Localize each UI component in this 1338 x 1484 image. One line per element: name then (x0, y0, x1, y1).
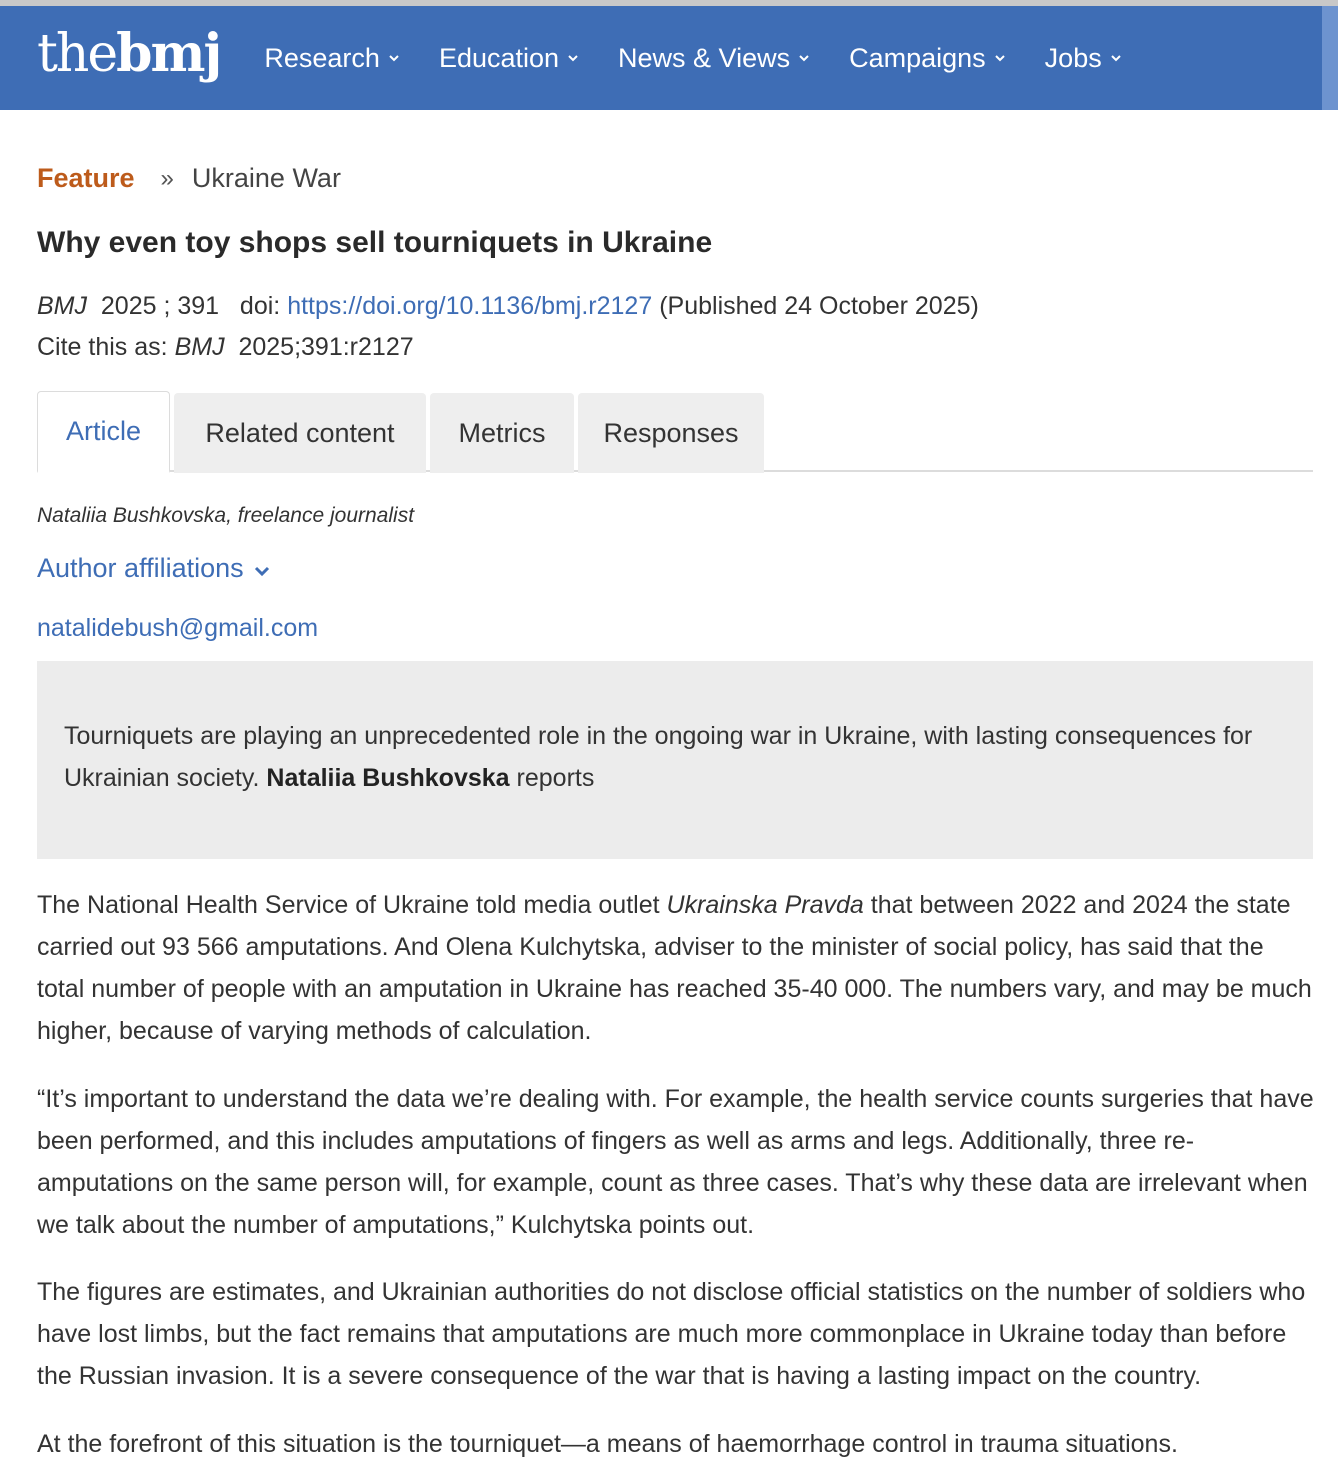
nav-label: News & Views (618, 42, 791, 73)
nav-campaigns[interactable] (849, 43, 1005, 74)
main-nav (264, 43, 1160, 74)
chevron-down-icon (995, 54, 1005, 62)
standfirst-author: Nataliia Bushkovska (266, 764, 510, 792)
tab-article[interactable]: Article (37, 391, 170, 473)
breadcrumb (37, 163, 341, 194)
breadcrumb-separator: » (160, 164, 174, 192)
cite-journal: BMJ (174, 333, 225, 361)
chevron-down-icon (254, 553, 270, 584)
breadcrumb-section[interactable]: Ukraine War (191, 163, 341, 193)
nav-news-views[interactable] (618, 43, 809, 74)
p1-outlet: Ukrainska Pravda (666, 891, 864, 919)
cite-label: Cite this as: (37, 333, 168, 361)
tab-metrics[interactable]: Metrics (430, 393, 574, 473)
published-date: (Published 24 October 2025) (659, 292, 979, 320)
nav-label: Campaigns (849, 42, 986, 73)
body-paragraph-3: The figures are estimates, and Ukrainian authorities do not disclose official statistics on the number of soldiers who have lost limbs, but the fact remains that amputations are much more commonplace in Ukraine today than before the Russian invasion. It is a severe consequence of the war that is having a lasting impact on the country. (37, 1278, 1306, 1390)
author-email-link[interactable]: natalidebush@gmail.com (37, 614, 319, 642)
year-volume: 2025 ; 391 (100, 292, 220, 320)
standfirst-box (37, 661, 1313, 859)
doi-link[interactable]: https://doi.org/10.1136/bmj.r2127 (287, 292, 653, 320)
article-tabs (37, 391, 768, 473)
citation-line (37, 292, 979, 321)
affiliations-label: Author affiliations (37, 553, 244, 583)
site-header (0, 6, 1322, 110)
chevron-down-icon (389, 54, 399, 62)
author-line: Nataliia Bushkovska, freelance journalist (37, 504, 415, 527)
standfirst-suffix: reports (516, 764, 595, 792)
author-affiliations-toggle[interactable] (37, 553, 270, 584)
body-paragraph-2: “It’s important to understand the data we’re dealing with. For example, the health service counts surgeries that have been performed, and this includes amputations of fingers as well as arms and legs. Additionally, three re-amputations on the same person will, for example, count as three cases. That’s why these data are irrelevant when we talk about the number of amputations,” Kulchytska points out. (37, 1085, 1314, 1239)
tab-related-content[interactable]: Related content (174, 393, 426, 473)
scrollbar-edge (1322, 6, 1338, 110)
bmj-logo[interactable] (37, 23, 221, 84)
nav-label: Jobs (1044, 42, 1102, 73)
cite-as-line (37, 333, 414, 362)
nav-education[interactable] (439, 43, 578, 74)
article-type-link[interactable]: Feature (37, 163, 135, 193)
chevron-down-icon (1111, 54, 1121, 62)
chevron-down-icon (799, 54, 809, 62)
doi-label: doi: (239, 292, 281, 320)
body-paragraph-4: At the forefront of this situation is the tourniquet—a means of haemorrhage control in trauma situations. (37, 1430, 1178, 1458)
p1-end: that between 2022 and 2024 the state carried out 93 566 amputations. And Olena Kulchytska, adviser to the minister of social policy, has said that the total number of people with an amputation in Ukraine has reached 35-40 000. The numbers vary, and may be much higher, because of varying methods of calculation. (37, 891, 1312, 1045)
logo-bmj: bmj (116, 23, 221, 84)
tab-responses[interactable]: Responses (578, 393, 764, 473)
nav-jobs[interactable] (1045, 43, 1121, 74)
standfirst-text: Tourniquets are playing an unprecedented role in the ongoing war in Ukraine, with lasting consequences for Ukrainian society. (64, 722, 1253, 792)
nav-label: Research (264, 42, 380, 73)
journal-name: BMJ (37, 292, 87, 320)
logo-the: the (37, 24, 117, 84)
nav-label: Education (438, 42, 560, 73)
chevron-down-icon (568, 54, 578, 62)
nav-research[interactable] (264, 43, 399, 74)
cite-reference: 2025;391:r2127 (238, 333, 414, 361)
body-paragraph-1 (37, 884, 1315, 1052)
page-title: Why even toy shops sell tourniquets in Ukraine (37, 226, 713, 259)
p1-start: The National Health Service of Ukraine told media outlet (37, 891, 660, 919)
